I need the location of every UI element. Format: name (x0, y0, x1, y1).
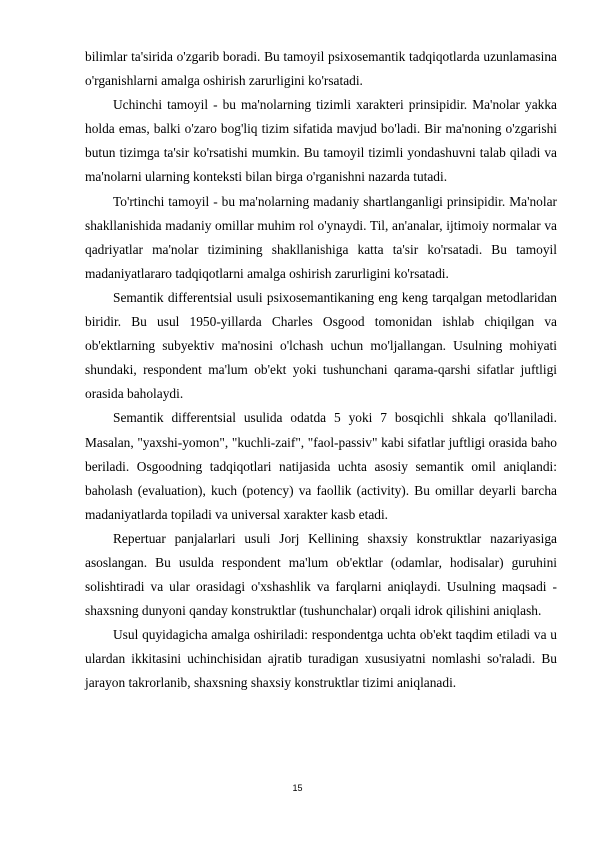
paragraph-third-principle: Uchinchi tamoyil - bu ma'nolarning tizimli xarakteri prinsipidir. Ma'nolar yakka holda emas, balki o'zaro bog'liq tizim sifatida mavjud bo'ladi. Bir ma'noning o'zgarishi butun tizimga ta'sir ko'rsatishi mumkin. Bu tamoyil tizimli yondashuvni talab qiladi va ma'nolarni ularning konteksti bilan birga o'rganishni nazarda tutadi. (85, 97, 557, 185)
paragraph-continuation: bilimlar ta'sirida o'zgarib boradi. Bu tamoyil psixosemantik tadqiqotlarda uzunlamasina o'rganishlarni amalga oshirish zarurligini ko'rsatadi. (85, 49, 557, 89)
paragraph-fourth-principle: To'rtinchi tamoyil - bu ma'nolarning madaniy shartlanganligi prinsipidir. Ma'nolar shakllanishida madaniy omillar muhim rol o'ynaydi. Til, an'analar, ijtimoiy normalar va qadriyatlar ma'nolar tizimining shakllanishiga katta ta'sir ko'rsatadi. Bu tamoyil madaniyatlararo tadqiqotlarni amalga oshirish zarurligini ko'rsatadi. (85, 193, 557, 281)
document-page (85, 45, 557, 696)
paragraph-method-procedure: Usul quyidagicha amalga oshiriladi: respondentga uchta ob'ekt taqdim etiladi va u ulardan ikkitasini uchinchisidan ajratib turadigan xususiyatni nomlashi so'raladi. Bu jarayon takrorlanib, shaxsning shaxsiy konstruktlar tizimi aniqlanadi. (85, 627, 557, 691)
paragraph-repertory-grid: Repertuar panjalarlari usuli Jorj Kellining shaxsiy konstruktlar nazariyasiga asoslangan. Bu usulda respondent ma'lum ob'ektlar (odamlar, hodisalar) guruhini solishtiradi va ular orasidagi o'xshashlik va farqlarni aniqlaydi. Usulning maqsadi - shaxsning dunyoni qanday konstruktlar (tushunchalar) orqali idrok qilishini aniqlash. (85, 530, 557, 619)
paragraph-semantic-scale: Semantik differentsial usulida odatda 5 yoki 7 bosqichli shkala qo'llaniladi. Masalan, "yaxshi-yomon", "kuchli-zaif", "faol-passiv" kabi sifatlar juftligi orasida baho beriladi. Osgoodning tadqiqotlari natijasida uchta asosiy semantik omil aniqlandi: baholash (evaluation), kuch (potency) va faollik (activity). Bu omillar deyarli barcha madaniyatlarda topiladi va universal xarakter kasb etadi. (85, 410, 557, 522)
page-number: 15 (292, 783, 303, 793)
paragraph-semantic-differential: Semantik differentsial usuli psixosemantikaning eng keng tarqalgan metodlaridan biridir. Bu usul 1950-yillarda Charles Osgood tomonidan ishlab chiqilgan va ob'ektlarning subyektiv ma'nosini o'lchash uchun mo'ljallangan. Usulning mohiyati shundaki, respondent ma'lum ob'ekt yoki tushunchani qarama-qarshi sifatlar juftligi orasida baholaydi. (85, 289, 557, 402)
